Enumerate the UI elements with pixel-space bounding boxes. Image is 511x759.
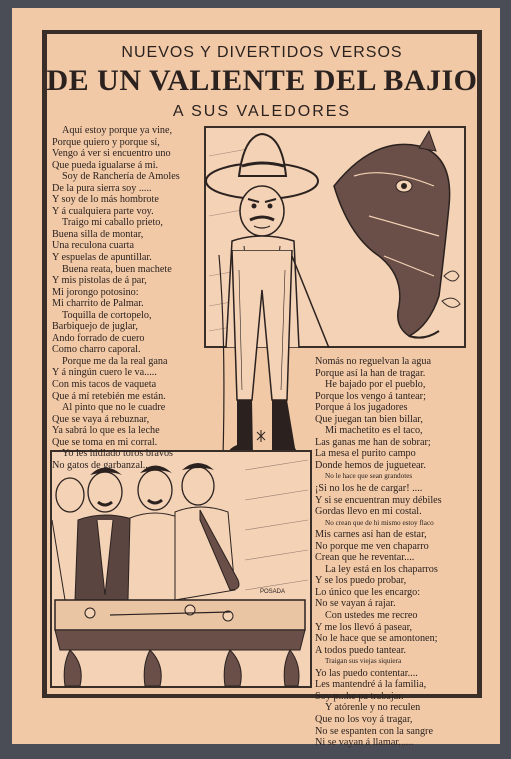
verse-line: Y se los puedo probar, (315, 575, 407, 587)
title-line-1: NUEVOS Y DIVERTIDOS VERSOS (121, 44, 403, 61)
verse-line: No se espanten con la sangre (315, 725, 433, 737)
verse-line: Y á ningún cuero le va..... (52, 367, 157, 379)
artist-signature: POSADA (260, 589, 286, 595)
verse-line: Yo les hidiado toros bravos (62, 448, 174, 460)
verse-line: Que se vaya á rebuznar, (52, 413, 150, 425)
verse-line: Ya sabrá lo que es la leche (52, 425, 160, 437)
verse-line: No le hace que se amontonen; (315, 633, 438, 645)
verse-line: Traigo mi caballo prieto, (62, 217, 163, 229)
verse-line: Y mis pistolas de á par, (52, 275, 147, 287)
verses-left-column (52, 125, 202, 471)
verse-line: De la pura sierra soy ..... (52, 182, 152, 194)
verse-line: Que á mí retebién me están. (52, 390, 166, 402)
verse-line: Que no los voy á tragar, (315, 713, 413, 725)
verse-line: Ni se vayan á llamar...... (315, 737, 414, 749)
verse-line: Buena reata, buen machete (62, 263, 172, 275)
verse-line: Una reculona cuarta (52, 240, 135, 252)
verse-line: Crean que he reventar.... (315, 552, 415, 564)
verse-line: Y espuelas de apuntillar. (52, 252, 152, 264)
verse-line: Porque me da la real gana (62, 355, 168, 367)
printed-frame (42, 30, 482, 749)
verse-line: La ley está en los chaparros (325, 563, 438, 575)
verse-line: Vengo á ver si encuentro uno (52, 148, 171, 160)
verse-line: Que se toma en mi corral. (52, 436, 158, 448)
verse-line: Porque así la han de tragar. (315, 367, 426, 379)
verse-line: Mis carnes así han de estar, (315, 529, 427, 541)
verse-line: Soy p...he pa trabajar. (315, 690, 404, 702)
verse-line: Y me los llevó á pasear, (315, 621, 413, 633)
verse-line: Porque á los jugadores (315, 402, 408, 414)
verse-line: No se vayan á rajar. (315, 598, 396, 610)
verse-line: Con mis tacos de vaqueta (52, 379, 157, 391)
verse-line: No le hace que sean grandotes (325, 472, 413, 481)
verse-line: Y si se encuentran muy débiles (315, 494, 442, 506)
verse-line: Mi charrito de Palmar. (52, 298, 144, 310)
billiard-players-illustration (50, 450, 312, 688)
verse-line: Al pinto que no le cuadre (62, 402, 166, 414)
verse-line: Mi machetito es el taco, (325, 425, 423, 437)
broadside-sheet (12, 8, 500, 749)
verse-line: ¡Si no los he de cargar! .... (315, 483, 423, 495)
verse-line: No gatos de garbanzal.... (52, 459, 153, 471)
border-left (42, 30, 47, 698)
verse-line: Nomás no reguelvan la agua (315, 356, 431, 367)
verse-line: Que pueda igualarse á mi. (52, 159, 159, 171)
verse-line: No crean que de hi mismo estoy flaco (325, 518, 434, 527)
verse-line: Yo las puedo contentar.... (315, 667, 418, 679)
verse-line: Porque los vengo á tantear; (315, 390, 426, 402)
verse-line: La mesa el purito campo (315, 448, 416, 460)
verse-line: Como charro caporal. (52, 344, 141, 356)
verse-line: Porque quiero y porque sí, (52, 136, 160, 148)
verse-line: Buena silla de montar, (52, 228, 144, 240)
verse-line: Les mantendré á la familia, (315, 679, 427, 691)
border-top (42, 30, 482, 34)
verse-line: Con ustedes me recreo (325, 610, 418, 622)
verse-line: Y á cualquiera parte voy. (52, 205, 154, 217)
verse-line: Que juegan tan bien billar, (315, 413, 423, 425)
verse-line: Las ganas me han de sobrar; (315, 436, 431, 448)
verse-line: Gordas llevo en mi costal. (315, 506, 422, 518)
title-line-2: DE UN VALIENTE DEL BAJIO (46, 64, 478, 97)
verse-line: Soy de Ranchería de Amoles (62, 171, 180, 183)
verse-line: No porque me ven chaparro (315, 540, 429, 552)
verse-line: Toquilla de cortopelo, (62, 309, 152, 321)
verse-line: Aquí estoy porque ya vine, (62, 125, 173, 136)
verse-line: A todos puedo tantear. (315, 644, 407, 656)
verses-right-column (315, 356, 485, 749)
title-line-3: A SUS VALEDORES (172, 103, 352, 120)
verse-line: Y atórenle y no reculen (325, 702, 421, 714)
verse-line: Y soy de lo más hombrote (52, 194, 159, 206)
verse-line: Mi jorongo potosino: (52, 286, 139, 298)
verse-line: Traigan sus viejas siquiera (325, 657, 402, 666)
verse-line: Lo único que les encargo: (315, 586, 421, 598)
verse-line: Donde hemos de juguetear. (315, 459, 426, 471)
verse-line: Barbiquejo de juglar, (52, 321, 138, 333)
verse-line: Ando forrado de cuero (52, 332, 145, 344)
verse-line: He bajado por el pueblo, (325, 379, 426, 391)
